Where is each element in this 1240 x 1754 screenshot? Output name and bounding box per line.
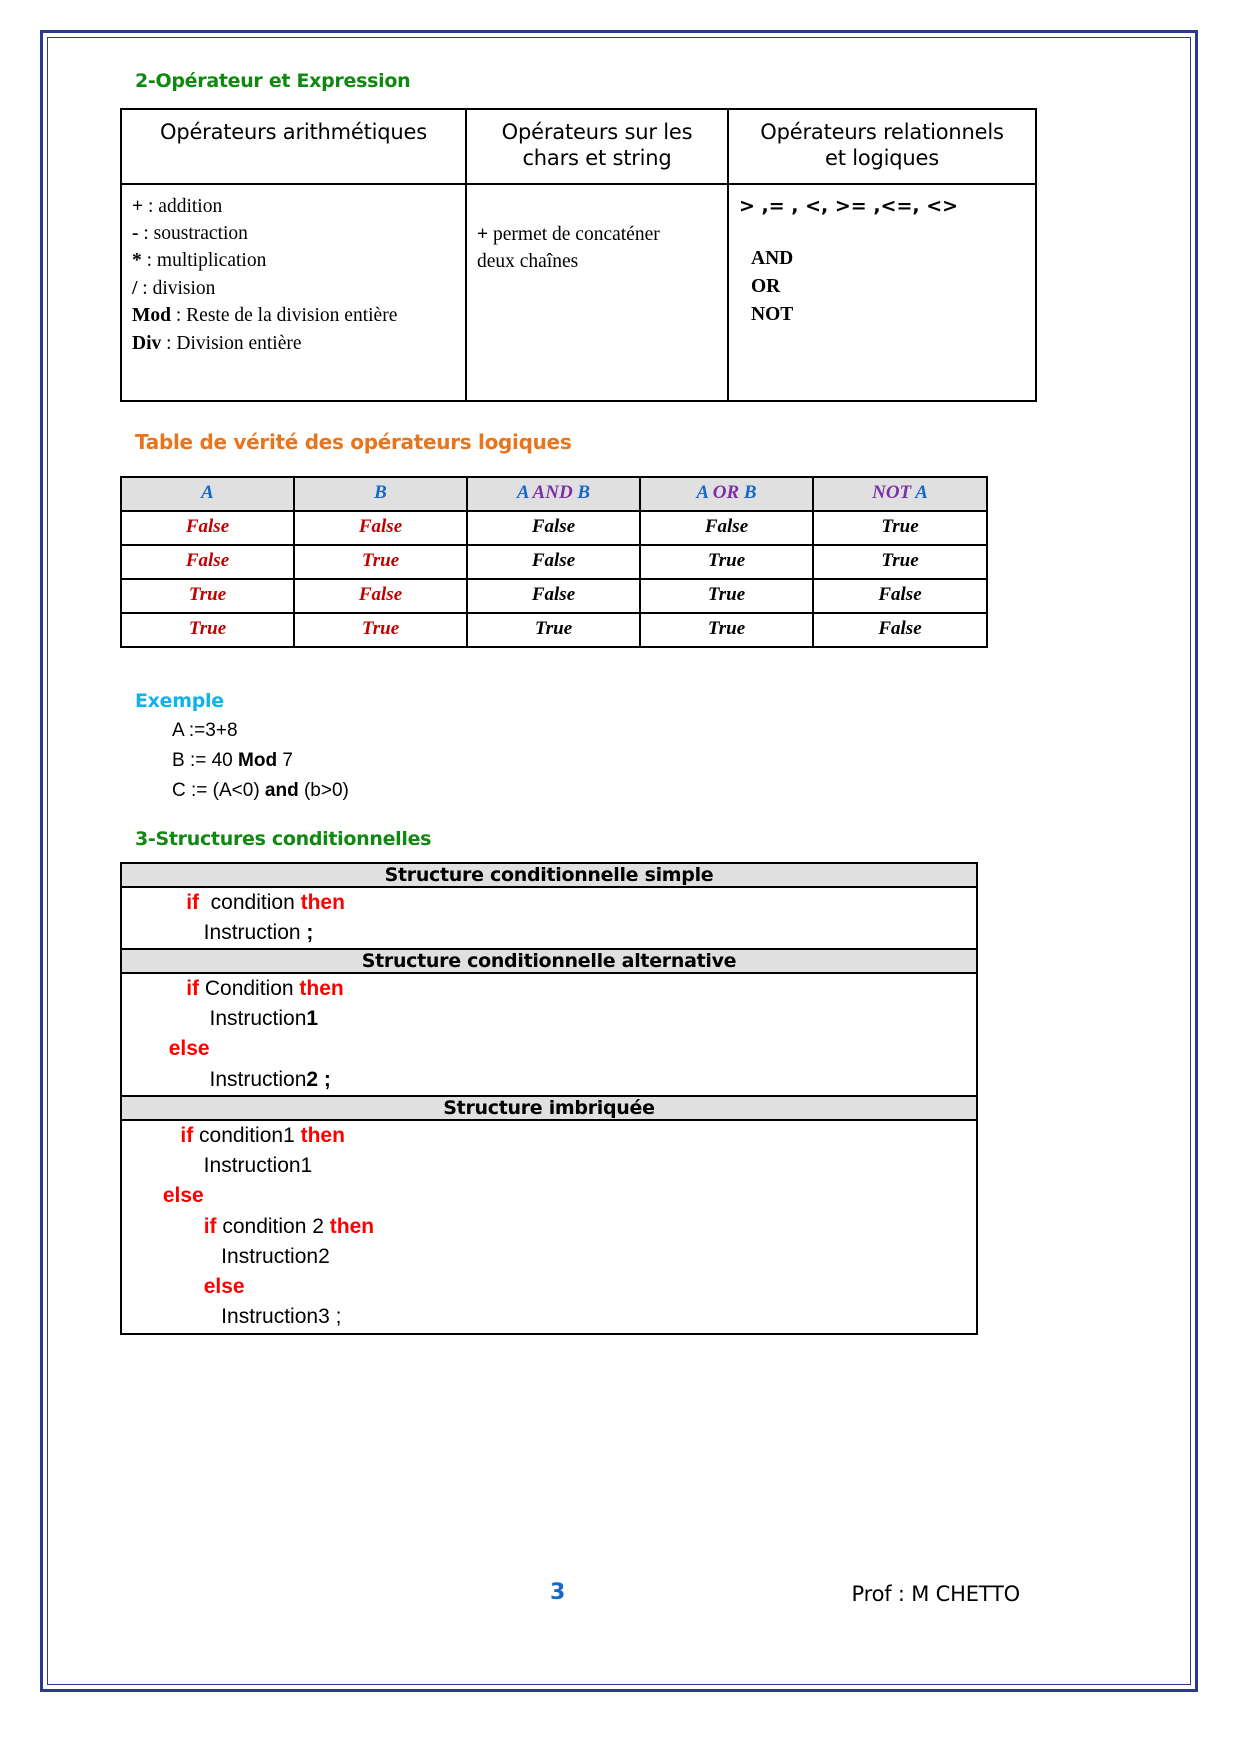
truth-table xyxy=(120,476,988,648)
truth-header-token: B xyxy=(739,481,757,503)
truth-table-body xyxy=(121,511,987,647)
conditional-structures-body xyxy=(121,863,977,1334)
truth-header-token: B xyxy=(572,481,591,503)
section-title-example: Exemple xyxy=(135,689,224,712)
example-code-line xyxy=(172,746,1040,776)
professor-name: Prof : M CHETTO xyxy=(851,1582,1020,1606)
truth-table-cell: False xyxy=(467,579,640,613)
arithmetic-operator-desc: : division xyxy=(137,277,216,299)
truth-table-cell: True xyxy=(467,613,640,647)
conditional-keyword: then xyxy=(300,1123,345,1147)
truth-table-cell: False xyxy=(640,511,813,545)
logical-operator-word: AND xyxy=(751,248,794,270)
conditional-text: 2 ; xyxy=(306,1067,331,1091)
conditional-text: Instruction xyxy=(122,1067,307,1091)
conditional-text: 1 xyxy=(306,1007,319,1031)
arithmetic-operator-desc: : soustraction xyxy=(138,222,248,244)
arithmetic-operator-symbol: Mod xyxy=(132,305,171,327)
arithmetic-operator-row xyxy=(132,302,455,329)
truth-table-cell: False xyxy=(121,511,294,545)
example-code-line xyxy=(172,776,1040,806)
conditional-text: Instruction1 xyxy=(122,1154,313,1178)
conditional-keyword: if xyxy=(186,890,200,914)
conditional-block-body-row xyxy=(121,1120,977,1334)
conditional-text: Instruction3 ; xyxy=(122,1305,342,1329)
arithmetic-operator-row xyxy=(132,220,455,247)
operators-cell-relational xyxy=(728,184,1036,401)
conditional-keyword: else xyxy=(168,1037,210,1061)
conditional-code-line xyxy=(122,1034,976,1064)
truth-table-header-cell xyxy=(294,477,467,511)
conditional-code-line xyxy=(122,1121,976,1151)
conditional-text xyxy=(122,977,186,1000)
conditional-block-body-row xyxy=(121,887,977,949)
operators-table xyxy=(120,108,1037,402)
conditional-code-line xyxy=(122,918,976,948)
conditional-code-line xyxy=(122,1242,976,1272)
conditional-keyword: if xyxy=(203,1214,217,1238)
conditional-block-body-row xyxy=(121,973,977,1096)
conditional-text xyxy=(122,1124,180,1147)
conditional-block-heading: Structure conditionnelle alternative xyxy=(121,949,977,973)
conditional-code-line xyxy=(122,1272,976,1302)
string-operator-line1 xyxy=(477,221,717,248)
truth-table-cell: True xyxy=(813,545,987,579)
conditional-text: Instruction2 xyxy=(122,1244,330,1268)
conditional-code xyxy=(122,888,976,948)
truth-header-token: NOT xyxy=(872,481,912,503)
example-text: A :=3+8 xyxy=(172,719,238,741)
conditional-text: condition 2 xyxy=(216,1214,330,1238)
conditional-code-line xyxy=(122,1065,976,1095)
conditional-code-line xyxy=(122,1212,976,1242)
truth-header-token: OR xyxy=(712,481,740,503)
conditional-block-code-cell xyxy=(121,887,977,949)
arithmetic-operator-desc: : Reste de la division entière xyxy=(171,305,398,327)
example-keyword: Mod xyxy=(238,749,278,771)
truth-table-cell: False xyxy=(467,545,640,579)
conditional-block-header-row xyxy=(121,949,977,973)
truth-table-cell: True xyxy=(121,613,294,647)
conditional-keyword: else xyxy=(203,1275,245,1299)
section-title-conditional: 3-Structures conditionnelles xyxy=(135,827,432,850)
conditional-text: condition xyxy=(199,890,301,914)
conditional-text: Instruction xyxy=(122,1007,307,1031)
truth-table-cell: False xyxy=(813,579,987,613)
logical-operators-list xyxy=(739,245,1025,328)
truth-table-cell: True xyxy=(121,579,294,613)
operators-table-body-row xyxy=(121,184,1036,401)
conditional-code-line xyxy=(122,1302,976,1332)
arithmetic-operator-symbol: * xyxy=(132,250,142,272)
relational-operators-content xyxy=(729,185,1035,372)
truth-table-row xyxy=(121,579,987,613)
conditional-code-line xyxy=(122,1004,976,1034)
truth-table-row xyxy=(121,613,987,647)
arithmetic-operator-symbol: Div xyxy=(132,332,162,354)
operators-header-relational-line1: Opérateurs relationnels xyxy=(760,120,1004,144)
truth-table-header-cell xyxy=(121,477,294,511)
truth-table-header-cell xyxy=(640,477,813,511)
truth-table-cell: False xyxy=(294,511,467,545)
truth-table-header-row xyxy=(121,477,987,511)
conditional-block-header-row xyxy=(121,1096,977,1120)
conditional-text: Condition xyxy=(199,977,300,1001)
conditional-text xyxy=(122,1275,204,1298)
arithmetic-operator-symbol: / xyxy=(132,277,138,299)
conditional-code-line xyxy=(122,974,976,1004)
page-content xyxy=(120,70,1040,1335)
arithmetic-operator-symbol: + xyxy=(132,195,144,217)
operators-header-relational-line2: et logiques xyxy=(825,146,939,171)
operators-table-header-row xyxy=(121,109,1036,184)
conditional-keyword: then xyxy=(300,890,345,914)
example-text: B := 40 xyxy=(172,749,239,771)
truth-header-token: B xyxy=(374,481,387,503)
conditional-code xyxy=(122,1121,976,1333)
logical-operator-word: NOT xyxy=(751,303,794,325)
example-text: C := (A<0) xyxy=(172,779,265,801)
truth-header-token: AND xyxy=(532,481,573,503)
conditional-block-heading: Structure imbriquée xyxy=(121,1096,977,1120)
truth-table-cell: True xyxy=(294,545,467,579)
truth-table-header-cell xyxy=(813,477,987,511)
operators-header-strings-line1: Opérateurs sur les xyxy=(501,120,693,144)
conditional-block-code-cell xyxy=(121,973,977,1096)
arithmetic-operator-row xyxy=(132,275,455,302)
conditional-block-heading: Structure conditionnelle simple xyxy=(121,863,977,887)
string-operators-desc xyxy=(467,185,727,400)
conditional-text xyxy=(122,1037,169,1060)
arithmetic-operator-symbol: - xyxy=(132,222,139,244)
conditional-keyword: else xyxy=(162,1184,204,1208)
example-code-block xyxy=(172,716,1040,806)
conditional-text: ; xyxy=(306,920,314,944)
truth-table-cell: True xyxy=(294,613,467,647)
section-title-operators: 2-Opérateur et Expression xyxy=(135,70,411,92)
conditional-text: Instruction xyxy=(122,920,307,944)
truth-table-cell: False xyxy=(121,545,294,579)
conditional-text xyxy=(122,1184,163,1207)
example-text: (b>0) xyxy=(298,779,349,801)
truth-header-token: A xyxy=(516,481,533,503)
truth-header-token: A xyxy=(201,481,214,503)
truth-table-header-cell xyxy=(467,477,640,511)
arithmetic-operator-desc: : addition xyxy=(143,195,223,217)
operators-header-arithmetic: Opérateurs arithmétiques xyxy=(121,109,466,184)
example-keyword: and xyxy=(264,779,299,801)
truth-table-cell: False xyxy=(813,613,987,647)
relational-operators-line: > ,= , <, >= ,<=, <> xyxy=(739,194,959,217)
truth-table-row xyxy=(121,511,987,545)
truth-table-cell: False xyxy=(294,579,467,613)
arithmetic-operator-row xyxy=(132,247,455,274)
arithmetic-operator-desc: : Division entière xyxy=(161,332,302,354)
conditional-block-header-row xyxy=(121,863,977,887)
conditional-code-line xyxy=(122,1151,976,1181)
example-text: 7 xyxy=(277,749,293,771)
truth-table-cell: True xyxy=(640,545,813,579)
conditional-keyword: then xyxy=(329,1214,375,1238)
truth-table-cell: True xyxy=(813,511,987,545)
truth-table-cell: False xyxy=(467,511,640,545)
conditional-structures-table xyxy=(120,862,978,1335)
section-title-truth-table: Table de vérité des opérateurs logiques xyxy=(135,429,572,454)
conditional-keyword: then xyxy=(299,977,344,1001)
string-operator-symbol: + xyxy=(477,223,489,245)
conditional-code-line xyxy=(122,1181,976,1211)
operators-cell-strings xyxy=(466,184,728,401)
page-footer xyxy=(120,1580,1040,1620)
operators-header-strings xyxy=(466,109,728,184)
conditional-text xyxy=(122,891,186,914)
operators-cell-arithmetic xyxy=(121,184,466,401)
truth-header-token: A xyxy=(696,481,713,503)
conditional-block-code-cell xyxy=(121,1120,977,1334)
truth-table-cell: True xyxy=(640,613,813,647)
truth-header-token: A xyxy=(911,481,928,503)
operators-header-relational xyxy=(728,109,1036,184)
arithmetic-operator-row xyxy=(132,330,455,357)
arithmetic-operators-list xyxy=(122,185,465,372)
string-operator-line2: deux chaînes xyxy=(477,250,579,272)
conditional-code xyxy=(122,974,976,1095)
conditional-text xyxy=(122,1215,204,1238)
conditional-keyword: if xyxy=(180,1123,194,1147)
logical-operator-word: OR xyxy=(751,275,781,297)
arithmetic-operator-desc: : multiplication xyxy=(141,250,267,272)
string-operator-text: permet de concaténer xyxy=(488,223,660,245)
truth-table-row xyxy=(121,545,987,579)
example-code-line xyxy=(172,716,1040,746)
conditional-text: condition1 xyxy=(193,1123,301,1147)
truth-table-cell: True xyxy=(640,579,813,613)
operators-header-strings-line2: chars et string xyxy=(522,146,672,171)
conditional-keyword: if xyxy=(186,977,200,1001)
page-number: 3 xyxy=(550,1580,566,1605)
conditional-code-line xyxy=(122,888,976,918)
arithmetic-operator-row xyxy=(132,193,455,220)
